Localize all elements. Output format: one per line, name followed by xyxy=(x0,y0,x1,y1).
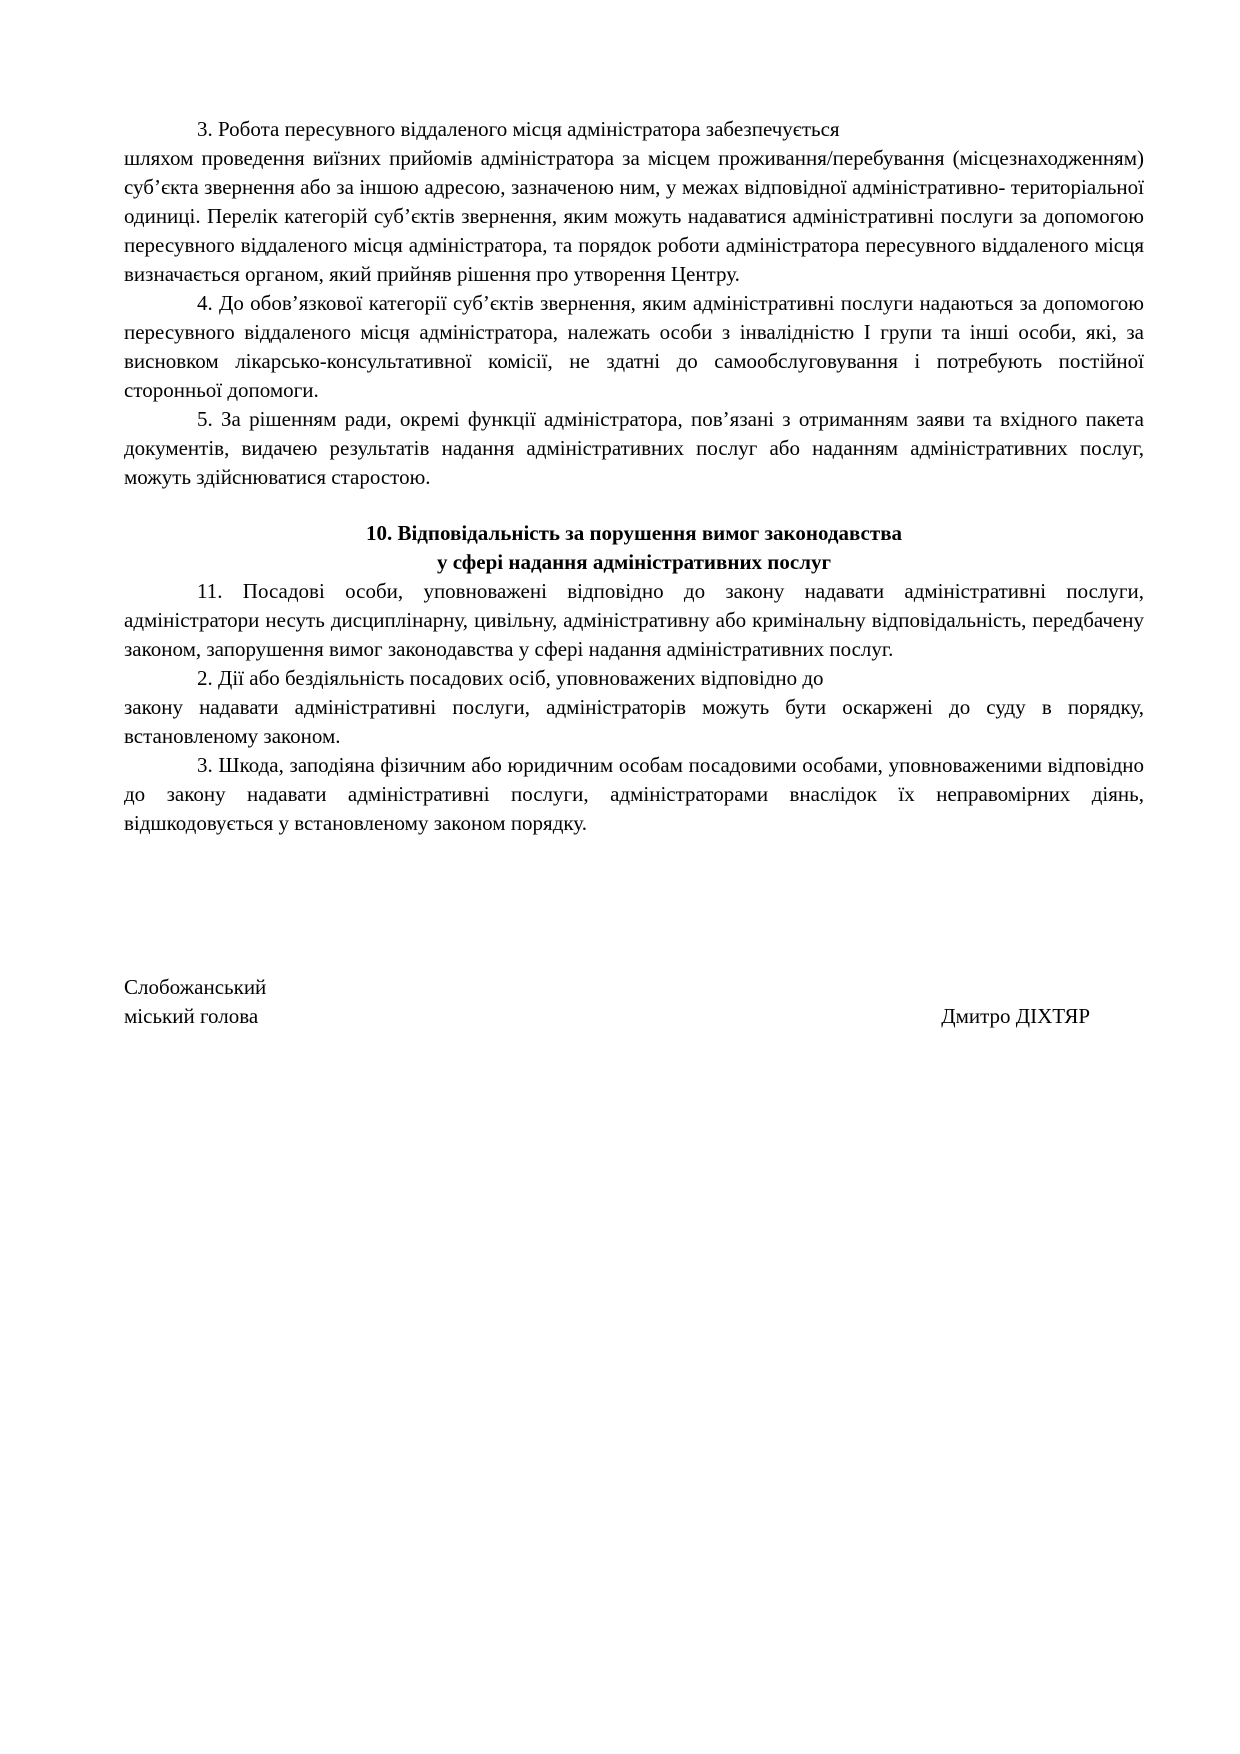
section-heading xyxy=(124,519,1144,577)
document-body xyxy=(124,115,1144,838)
paragraph-vidpovidalnist-posadovykh-osib: 11. Посадові особи, уповноважені відповідно до закону надавати адміністративні послуги, адміністратори несуть дисциплінарну, цивільну, адміністративну або кримінальну відповідальність, передбачену законом, запорушення вимог законодавства у сфері надання адміністративних послуг. xyxy=(124,579,1144,661)
paragraph-obovyazkova-kategoriya: 4. До обов’язкової категорії суб’єктів звернення, яким адміністративні послуги надаються за допомогою пересувного віддаленого місця адміністратора, належать особи з інвалідністю І групи та інші особи, які, за висновком лікарсько-консультативної комісії, не здатні до самообслуговування і потребують постійної сторонньої допомоги. xyxy=(124,291,1144,402)
signature-block xyxy=(124,973,1090,1031)
paragraph-starosta-funktsii: 5. За рішенням ради, окремі функції адміністратора, пов’язані з отриманням заяви та вхідного пакета документів, видачею результатів надання адміністративних послуг або наданням адміністративних послуг, можуть здійснюватися старостою. xyxy=(124,407,1144,489)
spacer xyxy=(124,492,1144,519)
paragraph-continuation: шляхом проведення виїзних прийомів адміністратора за місцем проживання/перебування (місцезнаходженням) суб’єкта звернення або за іншою адресою, зазначеною ним, у межах відповідної адміністративно- територіальної одиниці. Перелік категорій суб’єктів звернення, яким можуть надаватися адміністративні послуги за допомогою пересувного віддаленого місця адміністратора, та порядок роботи адміністратора пересувного віддаленого місця визначається органом, який прийняв рішення про утворення Центру. xyxy=(124,146,1144,286)
paragraph-robota-pereshuvnogo xyxy=(124,115,1144,289)
signatory-name: Дмитро ДІХТЯР xyxy=(941,1004,1090,1028)
paragraph-shkoda-vidshkoduvannya: 3. Шкода, заподіяна фізичним або юридичним особам посадовими особами, уповноваженими відповідно до закону надавати адміністративні послуги, адміністраторами внаслідок їх неправомірних діянь, відшкодовується у встановленому законом порядку. xyxy=(124,753,1144,835)
paragraph-first-line: 2. Дії або бездіяльність посадових осіб, уповноважених відповідно до xyxy=(197,666,824,690)
paragraph-first-line: 3. Робота пересувного віддаленого місця адміністратора забезпечується xyxy=(197,117,840,141)
section-heading-line-2: у сфері надання адміністративних послуг xyxy=(436,550,832,574)
signatory-title-line-2: міський голова xyxy=(124,1004,259,1028)
section-heading-line-1: 10. Відповідальність за порушення вимог законодавства xyxy=(365,521,903,545)
signatory-title-line-1: Слобожанський xyxy=(124,975,267,999)
paragraph-oskarzhennya xyxy=(124,664,1144,751)
paragraph-continuation: закону надавати адміністративні послуги, адміністраторів можуть бути оскаржені до суду в порядку, встановленому законом. xyxy=(124,695,1144,748)
